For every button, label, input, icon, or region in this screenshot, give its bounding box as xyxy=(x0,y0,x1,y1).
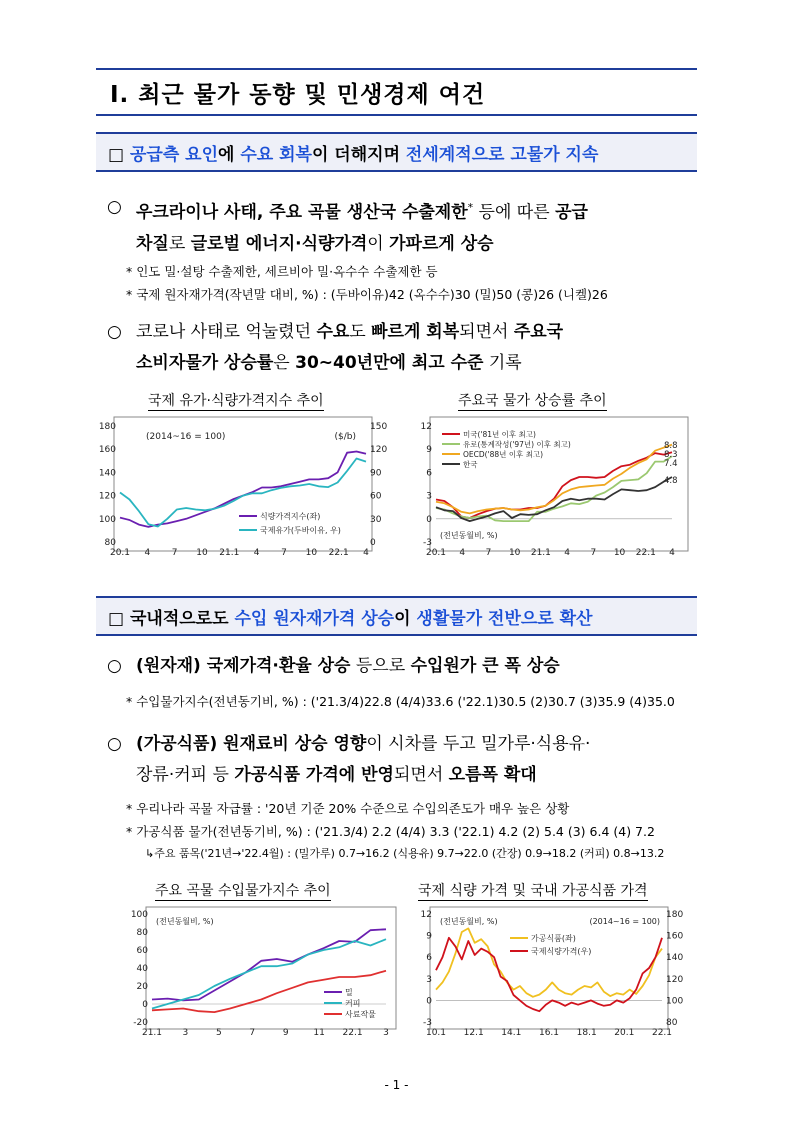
x-tick-label: 14.1 xyxy=(501,1028,522,1038)
y-right-tick-label: 160 xyxy=(666,931,684,942)
end-value-label: 8.3 xyxy=(664,450,678,460)
y-tick-label: -3 xyxy=(423,1018,432,1028)
x-tick-label: 4 xyxy=(459,548,466,558)
y-right-tick-label: 0 xyxy=(370,538,376,548)
x-tick-label: 4 xyxy=(144,548,151,558)
x-tick-label: 22.1 xyxy=(651,1028,673,1038)
legend-label: 가공식품(좌) xyxy=(531,934,576,943)
y-tick-label: 80 xyxy=(136,928,148,938)
section1-bullet2-mark: ○ xyxy=(107,322,122,342)
y-tick-label: 80 xyxy=(104,538,116,548)
y-tick-label: -3 xyxy=(423,538,432,548)
x-tick-label: 7 xyxy=(171,548,178,558)
x-tick-label: 4 xyxy=(564,548,570,558)
y-tick-label: 6 xyxy=(426,468,432,479)
chart1-note: (2014~16 = 100) xyxy=(146,432,226,442)
page-title: Ⅰ. 최근 물가 동향 및 민생경제 여건 xyxy=(110,82,486,108)
x-tick-label: 11 xyxy=(313,1028,325,1038)
y-tick-label: 180 xyxy=(98,422,116,432)
y-right-tick-label: 90 xyxy=(370,468,382,479)
x-tick-label: 21.1 xyxy=(219,548,240,558)
section1-heading-box xyxy=(96,132,697,172)
x-tick-label: 21.1 xyxy=(530,548,551,558)
page-number: - 1 - xyxy=(384,1078,409,1092)
y-right-tick-label: 80 xyxy=(666,1018,678,1028)
section2-note2: * 우리나라 곡물 자급률 : '20년 기준 20% 수준으로 수입의존도가 매우 높은 상황 xyxy=(126,801,570,816)
chart4-note2: (2014~16 = 100) xyxy=(589,917,660,926)
section2-note4: ↳주요 품목('21년→'22.4월) : (밀가루) 0.7→16.2 (식용유) 9.7→22.0 (간장) 0.9→18.2 (커피) 0.8→13.2 xyxy=(145,847,665,860)
y-tick-label: 160 xyxy=(98,445,116,456)
chart2-caption: 주요국 물가 상승률 추이 xyxy=(458,390,607,411)
x-tick-label: 3 xyxy=(383,1028,389,1038)
y-tick-label: 6 xyxy=(426,953,432,964)
legend-label: 한국 xyxy=(463,460,478,469)
y-right-tick-label: 100 xyxy=(666,996,684,1007)
x-tick-label: 18.1 xyxy=(576,1028,597,1038)
section2-bullet1: (원자재) 국제가격·환율 상승 등으로 수입원가 큰 폭 상승 xyxy=(136,656,560,676)
legend-label: 국제유가(두바이유, 우) xyxy=(260,526,341,535)
y-tick-label: 0 xyxy=(426,514,432,525)
y-tick-label: 40 xyxy=(136,964,148,974)
x-tick-label: 3 xyxy=(182,1028,189,1038)
x-tick-label: 4 xyxy=(253,548,260,558)
x-tick-label: 10.1 xyxy=(425,1028,447,1038)
y-tick-label: 100 xyxy=(130,910,148,920)
legend-label: OECD('88년 이후 최고) xyxy=(463,450,544,459)
y-right-tick-label: 120 xyxy=(666,974,684,985)
section1-bullet1: 우크라이나 사태, 주요 곡물 생산국 수출제한* 등에 따른 공급 차질로 글로벌 에너지·식량가격이 가파르게 상승 xyxy=(136,201,588,254)
chart4-note: (전년동월비, %) xyxy=(440,917,498,926)
y-tick-label: 3 xyxy=(426,974,432,985)
x-tick-label: 7 xyxy=(590,548,597,558)
end-value-label: 4.8 xyxy=(664,476,678,486)
chart1-unit: ($/b) xyxy=(334,432,356,442)
end-value-label: 8.8 xyxy=(664,441,678,451)
x-tick-label: 4 xyxy=(363,548,369,558)
chart1-intl-price xyxy=(94,414,410,566)
legend-label: 사료작물 xyxy=(345,1010,376,1019)
section1-note2: * 국제 원자재가격(작년말 대비, %) : (두바이유)42 (옥수수)30 (밀)50 (콩)26 (니켈)26 xyxy=(126,287,608,302)
x-tick-label: 10 xyxy=(613,548,626,558)
y-right-tick-label: 140 xyxy=(666,953,684,964)
x-tick-label: 5 xyxy=(215,1028,222,1038)
y-tick-label: 100 xyxy=(98,514,116,525)
y-tick-label: 120 xyxy=(98,491,116,502)
section1-heading: □ 공급측 요인에 수요 회복이 더해지며 전세계적으로 고물가 지속 xyxy=(108,145,599,165)
y-tick-label: 140 xyxy=(98,468,116,479)
y-tick-label: 12 xyxy=(420,422,432,432)
page-title-box xyxy=(96,68,697,116)
section2-note3: * 가공식품 물가(전년동기비, %) : ('21.3/4) 2.2 (4/4) 3.3 ('22.1) 4.2 (2) 5.4 (3) 6.4 (4) 7.2 xyxy=(126,824,655,839)
x-tick-label: 20.1 xyxy=(614,1028,635,1038)
y-right-tick-label: 30 xyxy=(370,514,382,525)
legend-label: 식량가격지수(좌) xyxy=(260,512,321,521)
y-right-tick-label: 180 xyxy=(666,910,684,920)
x-tick-label: 10 xyxy=(305,548,318,558)
section1-bullet1-mark: ○ xyxy=(107,197,122,217)
y-tick-label: 3 xyxy=(426,491,432,502)
legend-label: 국제식량가격(우) xyxy=(531,947,592,956)
y-tick-label: 60 xyxy=(136,946,148,956)
y-tick-label: 12 xyxy=(420,910,432,920)
section1-note1: * 인도 밀·설탕 수출제한, 세르비아 밀·옥수수 수출제한 등 xyxy=(126,264,438,279)
x-tick-label: 9 xyxy=(282,1028,289,1038)
x-tick-label: 20.1 xyxy=(425,548,447,558)
legend-label: 커피 xyxy=(345,999,361,1008)
x-tick-label: 7 xyxy=(485,548,492,558)
chart4-caption: 국제 식량 가격 및 국내 가공식품 가격 xyxy=(418,880,648,901)
y-tick-label: 0 xyxy=(142,1000,148,1010)
x-tick-label: 22.1 xyxy=(635,548,656,558)
section2-bullet1-mark: ○ xyxy=(107,656,122,676)
y-right-tick-label: 120 xyxy=(370,445,388,456)
x-tick-label: 12.1 xyxy=(463,1028,484,1038)
section2-bullet2: (가공식품) 원재료비 상승 영향이 시차를 두고 밀가루·식용유· 장류·커피 등 가공식품 가격에 반영되면서 오름폭 확대 xyxy=(136,734,591,785)
x-tick-label: 21.1 xyxy=(141,1028,163,1038)
y-tick-label: 20 xyxy=(136,982,148,992)
end-value-label: 7.4 xyxy=(664,459,678,469)
chart4-food-price xyxy=(410,902,700,1048)
chart3-caption: 주요 곡물 수입물가지수 추이 xyxy=(155,880,331,901)
x-tick-label: 7 xyxy=(249,1028,256,1038)
y-tick-label: 9 xyxy=(426,445,432,456)
chart3-grain-import xyxy=(114,902,404,1048)
y-tick-label: -20 xyxy=(133,1018,148,1028)
chart1-caption: 국제 유가·식량가격지수 추이 xyxy=(148,390,324,411)
x-tick-label: 22.1 xyxy=(342,1028,363,1038)
x-tick-label: 10 xyxy=(508,548,521,558)
x-tick-label: 4 xyxy=(669,548,675,558)
y-tick-label: 0 xyxy=(426,996,432,1007)
section2-heading-box xyxy=(96,596,697,636)
x-tick-label: 10 xyxy=(196,548,208,558)
x-tick-label: 7 xyxy=(281,548,287,558)
x-tick-label: 20.1 xyxy=(109,548,131,558)
legend-label: 밀 xyxy=(345,988,353,997)
chart2-cpi-major xyxy=(410,414,698,566)
x-tick-label: 16.1 xyxy=(538,1028,560,1038)
y-right-tick-label: 60 xyxy=(370,491,382,502)
chart3-note: (전년동월비, %) xyxy=(156,917,214,926)
section2-heading: □ 국내적으로도 수입 원자재가격 상승이 생활물가 전반으로 확산 xyxy=(108,609,593,629)
y-right-tick-label: 150 xyxy=(370,422,388,432)
section1-bullet2: 코로나 사태로 억눌렸던 수요도 빠르게 회복되면서 주요국 소비자물가 상승률은 30~40년만에 최고 수준 기록 xyxy=(136,322,564,373)
chart2-note: (전년동월비, %) xyxy=(440,531,498,540)
section2-bullet2-mark: ○ xyxy=(107,734,122,754)
y-tick-label: 9 xyxy=(426,931,432,942)
section2-note1: * 수입물가지수(전년동기비, %) : ('21.3/4)22.8 (4/4)33.6 ('22.1)30.5 (2)30.7 (3)35.9 (4)35.0 xyxy=(126,694,675,709)
x-tick-label: 22.1 xyxy=(328,548,349,558)
legend-label: 미국('81년 이후 최고) xyxy=(463,430,536,439)
legend-label: 유로(통계작성('97년) 이후 최고) xyxy=(463,440,571,449)
